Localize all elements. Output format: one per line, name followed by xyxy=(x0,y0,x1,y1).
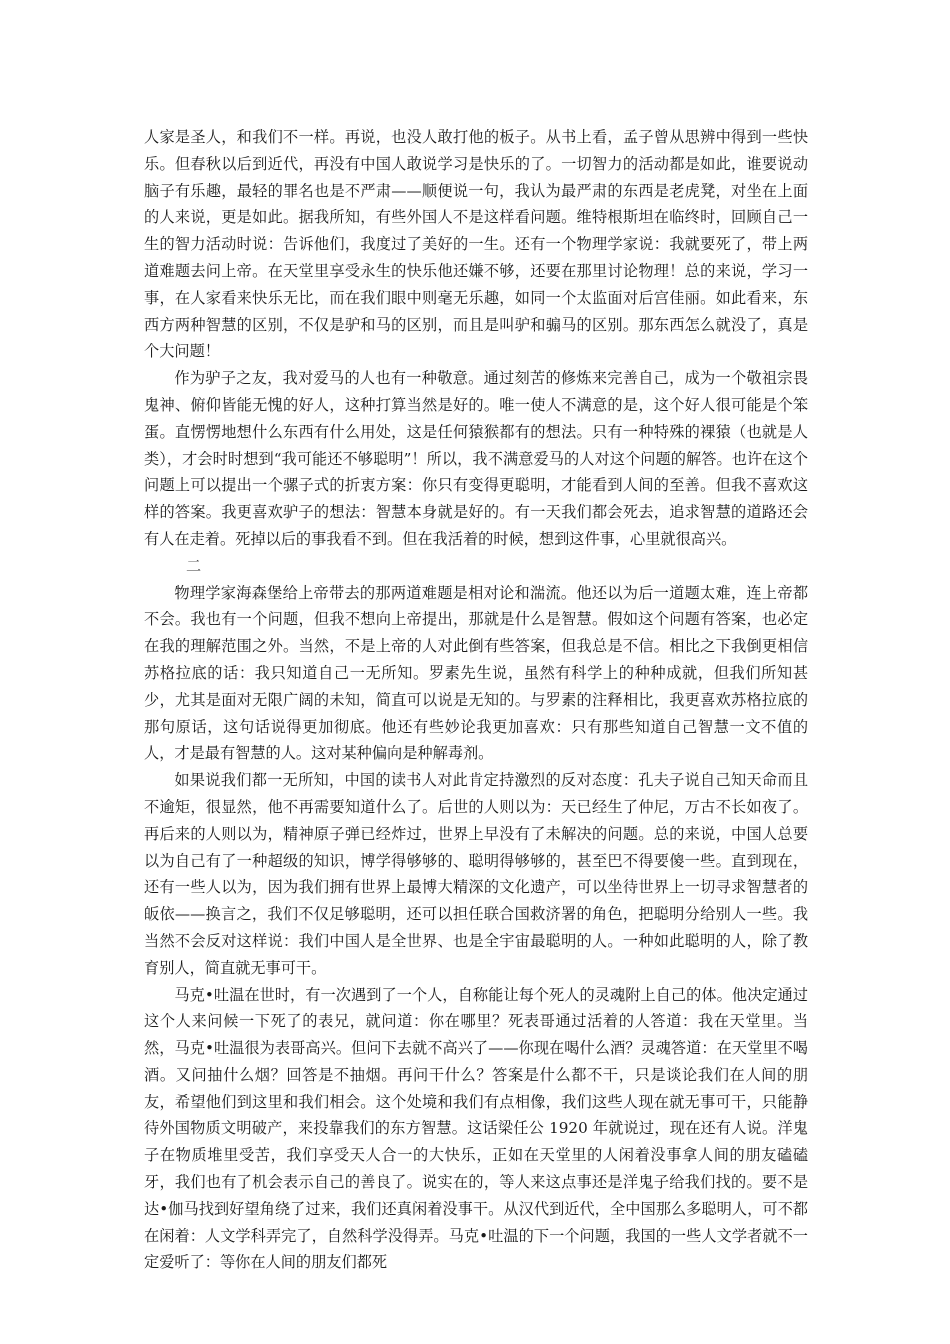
document-page xyxy=(144,124,808,1276)
paragraph-2: 作为驴子之友，我对爱马的人也有一种敬意。通过刻苦的修炼来完善自己，成为一个敬祖宗畏鬼神、俯仰皆能无愧的好人，这种打算当然是好的。唯一使人不满意的是，这个好人很可能是个笨蛋。直愣愣地想什么东西有什么用处，这是任何猿猴都有的想法。只有一种特殊的裸猿（也就是人类），才会时时想到“我可能还不够聪明”！所以，我不满意爱马的人对这个问题的解答。也许在这个问题上可以提出一个骡子式的折衷方案：你只有变得更聪明，才能看到人间的至善。但我不喜欢这样的答案。我更喜欢驴子的想法：智慧本身就是好的。有一天我们都会死去，追求智慧的道路还会有人在走着。死掉以后的事我看不到。但在我活着的时候，想到这件事，心里就很高兴。 xyxy=(144,369,808,548)
section-heading: 二 xyxy=(186,556,202,575)
paragraph-1: 人家是圣人，和我们不一样。再说，也没人敢打他的板子。从书上看，孟子曾从思辨中得到一些快乐。但春秋以后到近代，再没有中国人敢说学习是快乐的了。一切智力的活动都是如此，谁要说动脑子有乐趣，最轻的罪名也是不严肃——顺便说一句，我认为最严肃的东西是老虎凳，对坐在上面的人来说，更是如此。据我所知，有些外国人不是这样看问题。维特根斯坦在临终时，回顾自己一生的智力活动时说：告诉他们，我度过了美好的一生。还有一个物理学家说：我就要死了，带上两道难题去问上帝。在天堂里享受永生的快乐他还嫌不够，还要在那里讨论物理！总的来说，学习一事，在人家看来快乐无比，而在我们眼中则毫无乐趣，如同一个太监面对后宫佳丽。如此看来，东西方两种智慧的区别，不仅是驴和马的区别，而且是叫驴和骟马的区别。那东西怎么就没了，真是个大问题！ xyxy=(144,128,808,361)
paragraph-4: 如果说我们都一无所知，中国的读书人对此肯定持激烈的反对态度：孔夫子说自己知天命而且不逾矩，很显然，他不再需要知道什么了。后世的人则以为：天已经生了仲尼，万古不长如夜了。再后来的人则以为，精神原子弹已经炸过，世界上早没有了未解决的问题。总的来说，中国人总要以为自己有了一种超级的知识，博学得够够的、聪明得够够的，甚至巴不得要傻一些。直到现在，还有一些人以为，因为我们拥有世界上最博大精深的文化遗产，可以坐待世界上一切寻求智慧者的皈依——换言之，我们不仅足够聪明，还可以担任联合国救济署的角色，把聪明分给别人一些。我当然不会反对这样说：我们中国人是全世界、也是全宇宙最聪明的人。一种如此聪明的人，除了教育别人，简直就无事可干。 xyxy=(144,771,808,977)
paragraph-5: 马克•吐温在世时，有一次遇到了一个人，自称能让每个死人的灵魂附上自己的体。他决定通过这个人来问候一下死了的表兄，就问道：你在哪里？死表哥通过活着的人答道：我在天堂里。当然，马克•吐温很为表哥高兴。但问下去就不高兴了——你现在喝什么酒？灵魂答道：在天堂里不喝酒。又问抽什么烟？回答是不抽烟。再问干什么？答案是什么都不干，只是谈论我们在人间的朋友，希望他们到这里和我们相会。这个处境和我们有点相像，我们这些人现在就无事可干，只能静待外国物质文明破产，来投靠我们的东方智慧。这话梁任公 1920 年就说过，现在还有人说。洋鬼子在物质堆里受苦，我们享受天人合一的大快乐，正如在天堂里的人闲着没事拿人间的朋友磕磕牙，我们也有了机会表示自己的善良了。说实在的，等人来这点事还是洋鬼子给我们找的。要不是达•伽马找到好望角绕了过来，我们还真闲着没事干。从汉代到近代，全中国那么多聪明人，可不都在闲着：人文学科弄完了，自然科学没得弄。马克•吐温的下一个问题，我国的一些人文学者就不一定爱听了：等你在人间的朋友们都死 xyxy=(144,985,808,1272)
paragraph-3: 物理学家海森堡给上帝带去的那两道难题是相对论和湍流。他还以为后一道题太难，连上帝都不会。我也有一个问题，但我不想向上帝提出，那就是什么是智慧。假如这个问题有答案，也必定在我的理解范围之外。当然，不是上帝的人对此倒有些答案，但我总是不信。相比之下我倒更相信苏格拉底的话：我只知道自己一无所知。罗素先生说，虽然有科学上的种种成就，但我们所知甚少，尤其是面对无限广阔的未知，简直可以说是无知的。与罗素的注释相比，我更喜欢苏格拉底的那句原话，这句话说得更加彻底。他还有些妙论我更加喜欢：只有那些知道自己智慧一文不值的人，才是最有智慧的人。这对某种偏向是种解毒剂。 xyxy=(144,583,808,763)
